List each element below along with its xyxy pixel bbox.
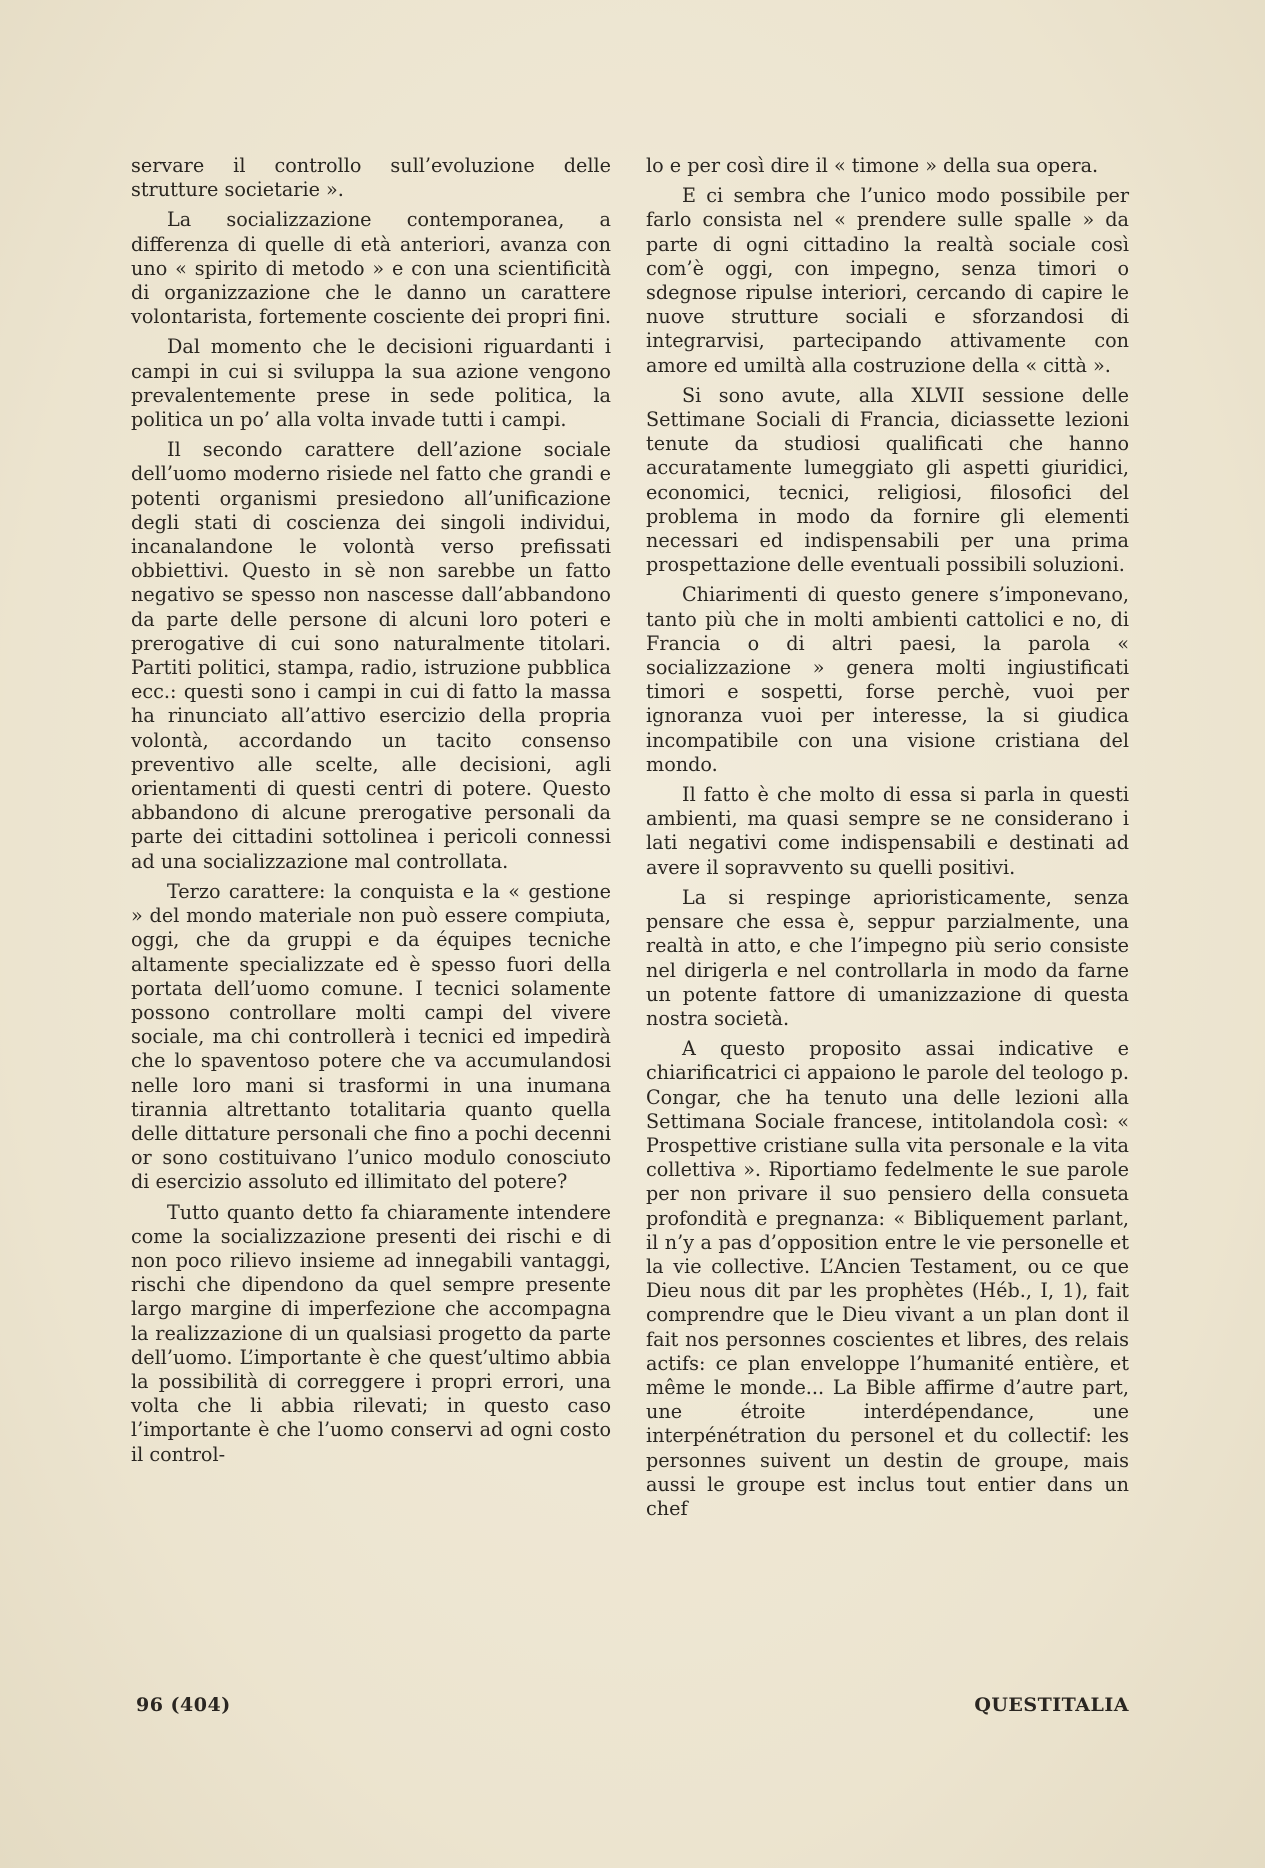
paragraph: Chiarimenti di questo genere s’imponevano, tanto più che in molti ambienti cattolici e no, di Francia o di altri paesi, la parola « socializzazione » genera molti ingiustificati timori e sospetti, forse perchè, vuoi per ignoranza vuoi per interesse, la si giudica incompatibile con una visione cristiana del mondo. [646, 583, 1129, 776]
paragraph: Il fatto è che molto di essa si parla in questi ambienti, ma quasi sempre se ne considerano i lati negativi come indispensabili e destinati ad avere il sopravvento su quelli positivi. [646, 783, 1129, 879]
paragraph: E ci sembra che l’unico modo possibile per farlo consista nel « prendere sulle spalle » da parte di ogni cittadino la realtà sociale così com’è oggi, con impegno, senza timori o sdegnose ripulse interiori, cercando di capire le nuove strutture sociali e sforzandosi di integrarvisi, partecipando attivamente con amore ed umiltà alla costruzione della « città ». [646, 184, 1129, 377]
left-text-column [131, 154, 611, 1467]
paragraph: servare il controllo sull’evoluzione delle strutture societarie ». [131, 154, 611, 202]
paragraph: La si respinge aprioristicamente, senza pensare che essa è, seppur parzialmente, una realtà in atto, e che l’impegno più serio consiste nel dirigerla e nel controllarla in modo da farne un potente fattore di umanizzazione di questa nostra società. [646, 885, 1129, 1030]
paragraph: A questo proposito assai indicative e chiarificatrici ci appaiono le parole del teologo p. Congar, che ha tenuto una delle lezioni alla Settimana Sociale francese, intitolandola così: « Prospettive cristiane sulla vita personale e la vita collettiva ». Riportiamo fedelmente le sue parole per non privare il suo pensiero della consueta profondità e pregnanza: « Bibliquement parlant, il n’y a pas d’opposition entre le vie personelle et la vie collective. L’Ancien Testament, ou ce que Dieu nous dit par les prophètes (Héb., I, 1), fait comprendre que le Dieu vivant a un plan dont il fait nos personnes coscientes et libres, des relais actifs: ce plan enveloppe l’humanité entière, et même le monde... La Bible affirme d’autre part, une étroite interdépendance, une interpénétration du personel et du collectif: les personnes suivent un destin de groupe, mais aussi le groupe est inclus tout entier dans un chef [646, 1037, 1129, 1520]
paragraph: Terzo carattere: la conquista e la « gestione » del mondo materiale non può essere compiuta, oggi, che da gruppi e da équipes tecniche altamente specializzate ed è spesso fuori della portata dell’uomo comune. I tecnici solamente possono controllare molti campi del vivere sociale, ma chi controllerà i tecnici ed impedirà che lo spaventoso potere che va accumulandosi nelle loro mani si trasformi in una inumana tirannia altrettanto totalitaria quanto quella delle dittature personali che fino a pochi decenni or sono costituivano l’unico modulo conosciuto di esercizio assoluto ed illimitato del potere? [131, 879, 611, 1194]
paragraph: Si sono avute, alla XLVII sessione delle Settimane Sociali di Francia, diciassette lezioni tenute da studiosi qualificati che hanno accuratamente lumeggiato gli aspetti giuridici, economici, tecnici, religiosi, filosofici del problema in modo da fornire gli elementi necessari ed indispensabili per una prima prospettazione delle eventuali possibili soluzioni. [646, 383, 1129, 577]
paragraph: lo e per così dire il « timone » della sua opera. [646, 154, 1099, 177]
paragraph: Tutto quanto detto fa chiaramente intendere come la socializzazione presenti dei rischi e di non poco rilievo insieme ad innegabili vantaggi, rischi che dipendono da quel sempre presente largo margine di imperfezione che accompagna la realizzazione di un qualsiasi progetto da parte dell’uomo. L’importante è che quest’ultimo abbia la possibilità di correggere i propri errori, una volta che li abbia rilevati; in questo caso l’importante è che l’uomo conservi ad ogni costo il control- [131, 1200, 611, 1466]
publication-name: QUESTITALIA [974, 1694, 1129, 1716]
paragraph: La socializzazione contemporanea, a differenza di quelle di età anteriori, avanza con uno « spirito di metodo » e con una scientificità di organizzazione che le danno un carattere volontarista, fortemente cosciente dei propri fini. [131, 208, 611, 329]
paragraph: Dal momento che le decisioni riguardanti i campi in cui si sviluppa la sua azione vengono prevalentemente prese in sede politica, la politica un po’ alla volta invade tutti i campi. [131, 335, 611, 432]
right-text-column [646, 154, 1129, 1521]
page-number: 96 (404) [136, 1694, 231, 1716]
paragraph: Il secondo carattere dell’azione sociale dell’uomo moderno risiede nel fatto che grandi e potenti organismi presiedono all’unificazione degli stati di coscienza dei singoli individui, incanalandone le volontà verso prefissati obbiettivi. Questo in sè non sarebbe un fatto negativo se spesso non nascesse dall’abbandono da parte delle persone di alcuni loro poteri e prerogative di cui sono naturalmente titolari. Partiti politici, stampa, radio, istruzione pubblica ecc.: questi sono i campi in cui di fatto la massa ha rinunciato all’attivo esercizio della propria volontà, accordando un tacito consenso preventivo alle scelte, alle decisioni, agli orientamenti di questi centri di potere. Questo abbandono di alcune prerogative personali da parte dei cittadini sottolinea i pericoli connessi ad una socializzazione mal controllata. [131, 438, 611, 873]
